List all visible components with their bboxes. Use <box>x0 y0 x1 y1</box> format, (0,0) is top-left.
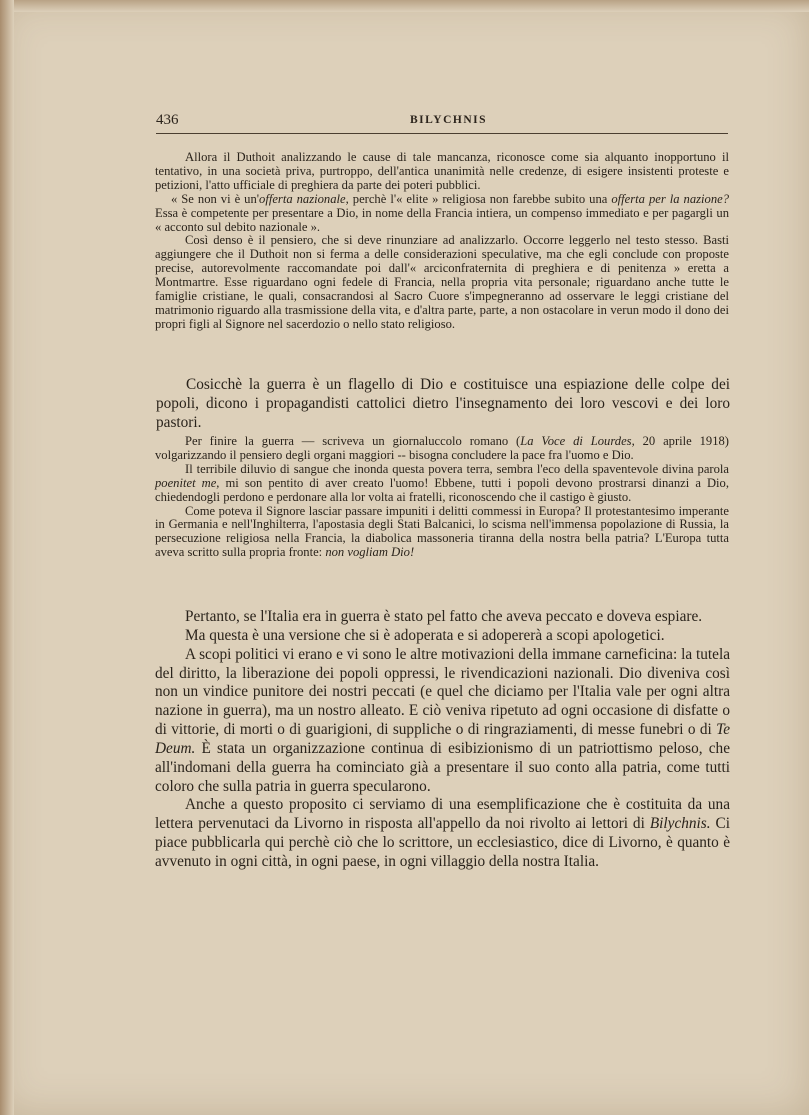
quote-paragraph: Il terribile diluvio di sangue che inonda questa povera terra, sembra l'eco della spaventevole divina parola poenitet me, mi son pentito di aver creato l'uomo! Ebbene, tutti i popoli devono prostrarsi dinanzi a Dio, chiedendogli perdono e perdonare alla lor volta ai fratelli, riconoscendo che il castigo è giusto. <box>155 461 729 504</box>
body-paragraph: Pertanto, se l'Italia era in guerra è stato pel fatto che aveva peccato e doveva espiare. <box>185 608 703 625</box>
quote-paragraph: Così denso è il pensiero, che si deve rinunziare ad analizzarlo. Occorre leggerlo nel testo stesso. Basti aggiungere che il Duthoit non si ferma a delle considerazioni speculative, ma che egli conclude con proposte precise, autorevolmente raccomandate poi dall'« arciconfraternita di preghiera e di penitenza » eretta a Montmartre. Esse riguardano ogni fedele di Francia, nella propria vita personale; riguardano anche tutte le famiglie cristiane, le quali, consacrandosi al Sacro Cuore s'impegneranno ad osservare le leggi cristiane del matrimonio riguardo alla trasmissione della vita, e d'altra parte, parte, a non ostacolare in verun modo il dono dei propri figli al Signore nel sacerdozio o nello stato religioso. <box>155 233 729 331</box>
page-top-edge <box>0 0 809 12</box>
running-head: BILYCHNIS <box>410 114 487 126</box>
body-text-block <box>156 376 730 433</box>
quote-paragraph: Come poteva il Signore lasciar passare impuniti i delitti commessi in Europa? Il protestantesimo imperante in Germania e nell'Inghilterra, l'apostasia degli Stati Balcanici, lo scisma nell'immensa popolazione di Russia, la persecuzione religiosa nella Francia, la diabolica massoneria tiranna della nostra bella patria? L'Europa tutta aveva scritto sulla propria fronte: non vogliam Dio! <box>155 503 729 560</box>
page-header <box>156 112 728 134</box>
page-left-edge <box>0 0 14 1115</box>
body-text-block <box>155 608 730 872</box>
body-paragraph: Anche a questo proposito ci serviamo di una esemplificazione che è costituita da una lettera pervenutaci da Livorno in risposta all'appello da noi rivolto ai lettori di Bilychnis. Ci piace pubblicarla qui perchè ciò che lo scrittore, un ecclesiastico, dice di Livorno, è quanto è avvenuto in ogni città, in ogni paese, in ogni villaggio della nostra Italia. <box>155 796 730 870</box>
header-rule <box>156 133 728 134</box>
quote-paragraph: Per finire la guerra — scriveva un giornaluccolo romano (La Voce di Lourdes, 20 aprile 1918) volgarizzando il pensiero degli organi maggiori -- bisogna concludere la pace fra l'uomo e Dio. <box>155 434 729 462</box>
quote-block-voce-di-lourdes <box>155 435 729 560</box>
quote-paragraph: « Se non vi è un'offerta nazionale, perchè l'« elite » religiosa non farebbe subito una offerta per la nazione? Essa è competente per presentare a Dio, in nome della Francia intiera, un compenso immediato e per pagargli un « acconto sul debito nazionale ». <box>155 191 730 234</box>
body-paragraph: Ma questa è una versione che si è adoperata e si adopererà a scopi apologetici. <box>185 626 665 644</box>
body-paragraph: Cosicchè la guerra è un flagello di Dio e costituisce una espiazione delle colpe dei popoli, dicono i propagandisti cattolici dietro l'insegnamento dei loro vescovi e dei loro pastori. <box>156 376 730 431</box>
page-number: 436 <box>156 112 179 128</box>
quote-block-duthoit <box>155 151 729 332</box>
body-paragraph: A scopi politici vi erano e vi sono le altre motivazioni della immane carneficina: la tutela del diritto, la liberazione dei popoli oppressi, le rivendicazioni nazionali. Dio diveniva così non un vindice punitore dei nostri peccati (e quel che diciamo per l'Italia vale per ogni altra nazione in guerra), ma un nostro alleato. E ciò veniva ripetuto ad ogni occasione di disfatte o di vittorie, di morti o di guarigioni, di suppliche o di ringraziamenti, di messe funebri o di Te Deum. È stata un organizzazione continua di esibizionismo di un patriottismo peloso, che all'indomani della guerra ha cominciato già a presentare il suo conto alla patria, come tutti coloro che sulla patria in guerra specularono. <box>155 645 730 795</box>
quote-paragraph: Allora il Duthoit analizzando le cause di tale mancanza, riconosce come sia alquanto inopportuno il tentativo, in una società priva, purtroppo, dell'antica unanimità nelle credenze, di esigere insistenti proteste e petizioni, l'atto ufficiale di preghiera da parte dei poteri pubblici. <box>155 150 729 192</box>
